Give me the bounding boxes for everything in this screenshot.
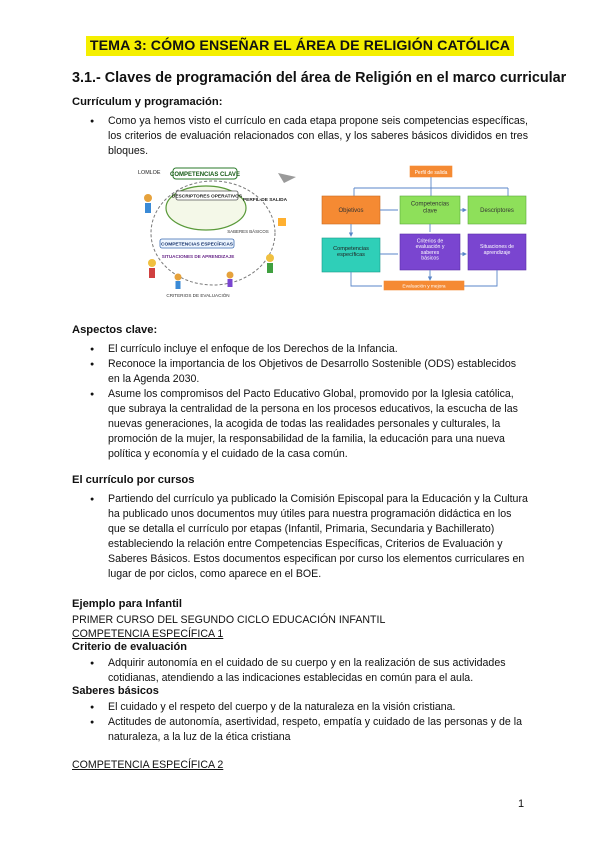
ejemplo-heading: Ejemplo para Infantil — [72, 598, 183, 610]
flow-criterios-label: Criterios de evaluación y saberes básicos — [415, 238, 445, 262]
figure-icon — [267, 263, 273, 273]
aspectos-heading: Aspectos clave: — [72, 324, 158, 336]
aspectos-bullet-2: ● Reconoce la importancia de los Objetivos de Desarrollo Sostenible (ODS) establecidos en la Agenda 2030. — [108, 357, 528, 387]
figure-icon — [148, 259, 156, 267]
title-block — [0, 36, 600, 56]
competencias-diagram — [138, 163, 298, 303]
saberes-heading: Saberes básicos — [72, 685, 159, 697]
figure-icon — [176, 281, 181, 289]
figure-icon — [228, 279, 233, 287]
figure-icon — [145, 203, 151, 213]
document-title: TEMA 3: CÓMO ENSEÑAR EL ÁREA DE RELIGIÓN CATÓLICA — [86, 36, 514, 56]
flow-bottom-label: Evaluación y mejora — [402, 284, 446, 290]
lomloe-label: LOMLOE — [138, 170, 161, 176]
cube-icon — [278, 218, 286, 226]
cursos-heading: El currículo por cursos — [72, 474, 195, 486]
competencias-clave-label: COMPETENCIAS CLAVE — [170, 172, 240, 178]
perfil-label: PERFIL DE SALIDA — [242, 198, 288, 203]
flow-top-label: Perfil de salida — [414, 170, 448, 176]
criterio-heading: Criterio de evaluación — [72, 641, 187, 653]
figure-icon — [227, 272, 234, 279]
flow-comp-esp-label: Competencias específicas — [333, 245, 369, 259]
saberes-bullet-1: ● El cuidado y el respeto del cuerpo y de la naturaleza en la visión cristiana. — [108, 700, 528, 715]
aspectos-bullet-3: ● Asume los compromisos del Pacto Educativo Global, promovido por la Iglesia católica, que subraya la centralidad de la persona en los procesos educativos, la escucha de las nuevas generaciones, la acogida de todas las realidades personales y culturales, la promoción de la mujer, la responsabilidad de la familia, la educación para una nueva política y economía y el cuidado de la casa común. — [108, 387, 528, 462]
curriculum-flowchart — [318, 160, 530, 295]
figure-icon — [144, 194, 152, 202]
competencia-1-link: COMPETENCIA ESPECÍFICA 1 — [72, 628, 224, 640]
descriptores-label: DESCRIPTORES OPERATIVOS — [171, 194, 243, 200]
section-heading: 3.1.- Claves de programación del área de Religión en el marco curricular — [72, 70, 567, 86]
competencia-2-link: COMPETENCIA ESPECÍFICA 2 — [72, 759, 224, 771]
flow-descriptores-label: Descriptores — [480, 208, 514, 214]
figure-icon — [175, 274, 182, 281]
cursos-bullet: ● Partiendo del currículo ya publicado la Comisión Episcopal para la Educación y la Cultura ha publicado unos documentos muy útiles para nuestra programación didáctica en los que se detalla el currículo por etapas (Infantil, Primaria, Secundaria y Bachillerato) estableciendo la relación entre Competencias Específicas, Criterios de Evaluación y Saberes Básicos. Estos documentos especifican por curso los elementos curriculares en lugar de por ciclos, como aparece en el BOE. — [108, 492, 528, 582]
criterio-bullet: ● Adquirir autonomía en el cuidado de su cuerpo y en la realización de sus actividades cotidianas, atendiendo a las indicaciones establecidas en común para el aula. — [108, 656, 528, 686]
flow-situaciones-label: Situaciones de aprendizaje — [479, 244, 515, 256]
saberes-bullet-2: ● Actitudes de autonomía, asertividad, respeto, empatía y cuidado de las personas y de la naturaleza, a la luz de la ética cristiana — [108, 715, 528, 745]
figure-icon — [149, 268, 155, 278]
curriculum-bullet: ● Como ya hemos visto el currículo en cada etapa propone seis competencias específicas, los criterios de evaluación relacionados con ellas, y los saberes básicos divididos en tres bloques. — [108, 114, 528, 159]
figure-icon — [266, 254, 274, 262]
page-number: 1 — [518, 798, 525, 810]
comp-especificas-label: COMPETENCIAS ESPECÍFICAS — [161, 242, 233, 248]
ejemplo-curso: PRIMER CURSO DEL SEGUNDO CICLO EDUCACIÓN INFANTIL — [72, 614, 386, 626]
aspectos-bullet-1: ● El currículo incluye el enfoque de los Derechos de la Infancia. — [108, 342, 528, 357]
situaciones-label: SITUACIONES DE APRENDIZAJE — [161, 254, 235, 259]
paper-plane-icon — [278, 173, 296, 183]
flow-comp-clave-label: Competencias clave — [410, 201, 450, 215]
curriculum-heading: Currículum y programación: — [72, 96, 223, 108]
criterios-label: CRITERIOS DE EVALUACIÓN — [166, 293, 230, 298]
flow-objetivos-label: Objetivos — [338, 208, 364, 214]
flow-connector — [354, 177, 508, 196]
saberes-label: SABERES BÁSICOS — [227, 229, 269, 234]
